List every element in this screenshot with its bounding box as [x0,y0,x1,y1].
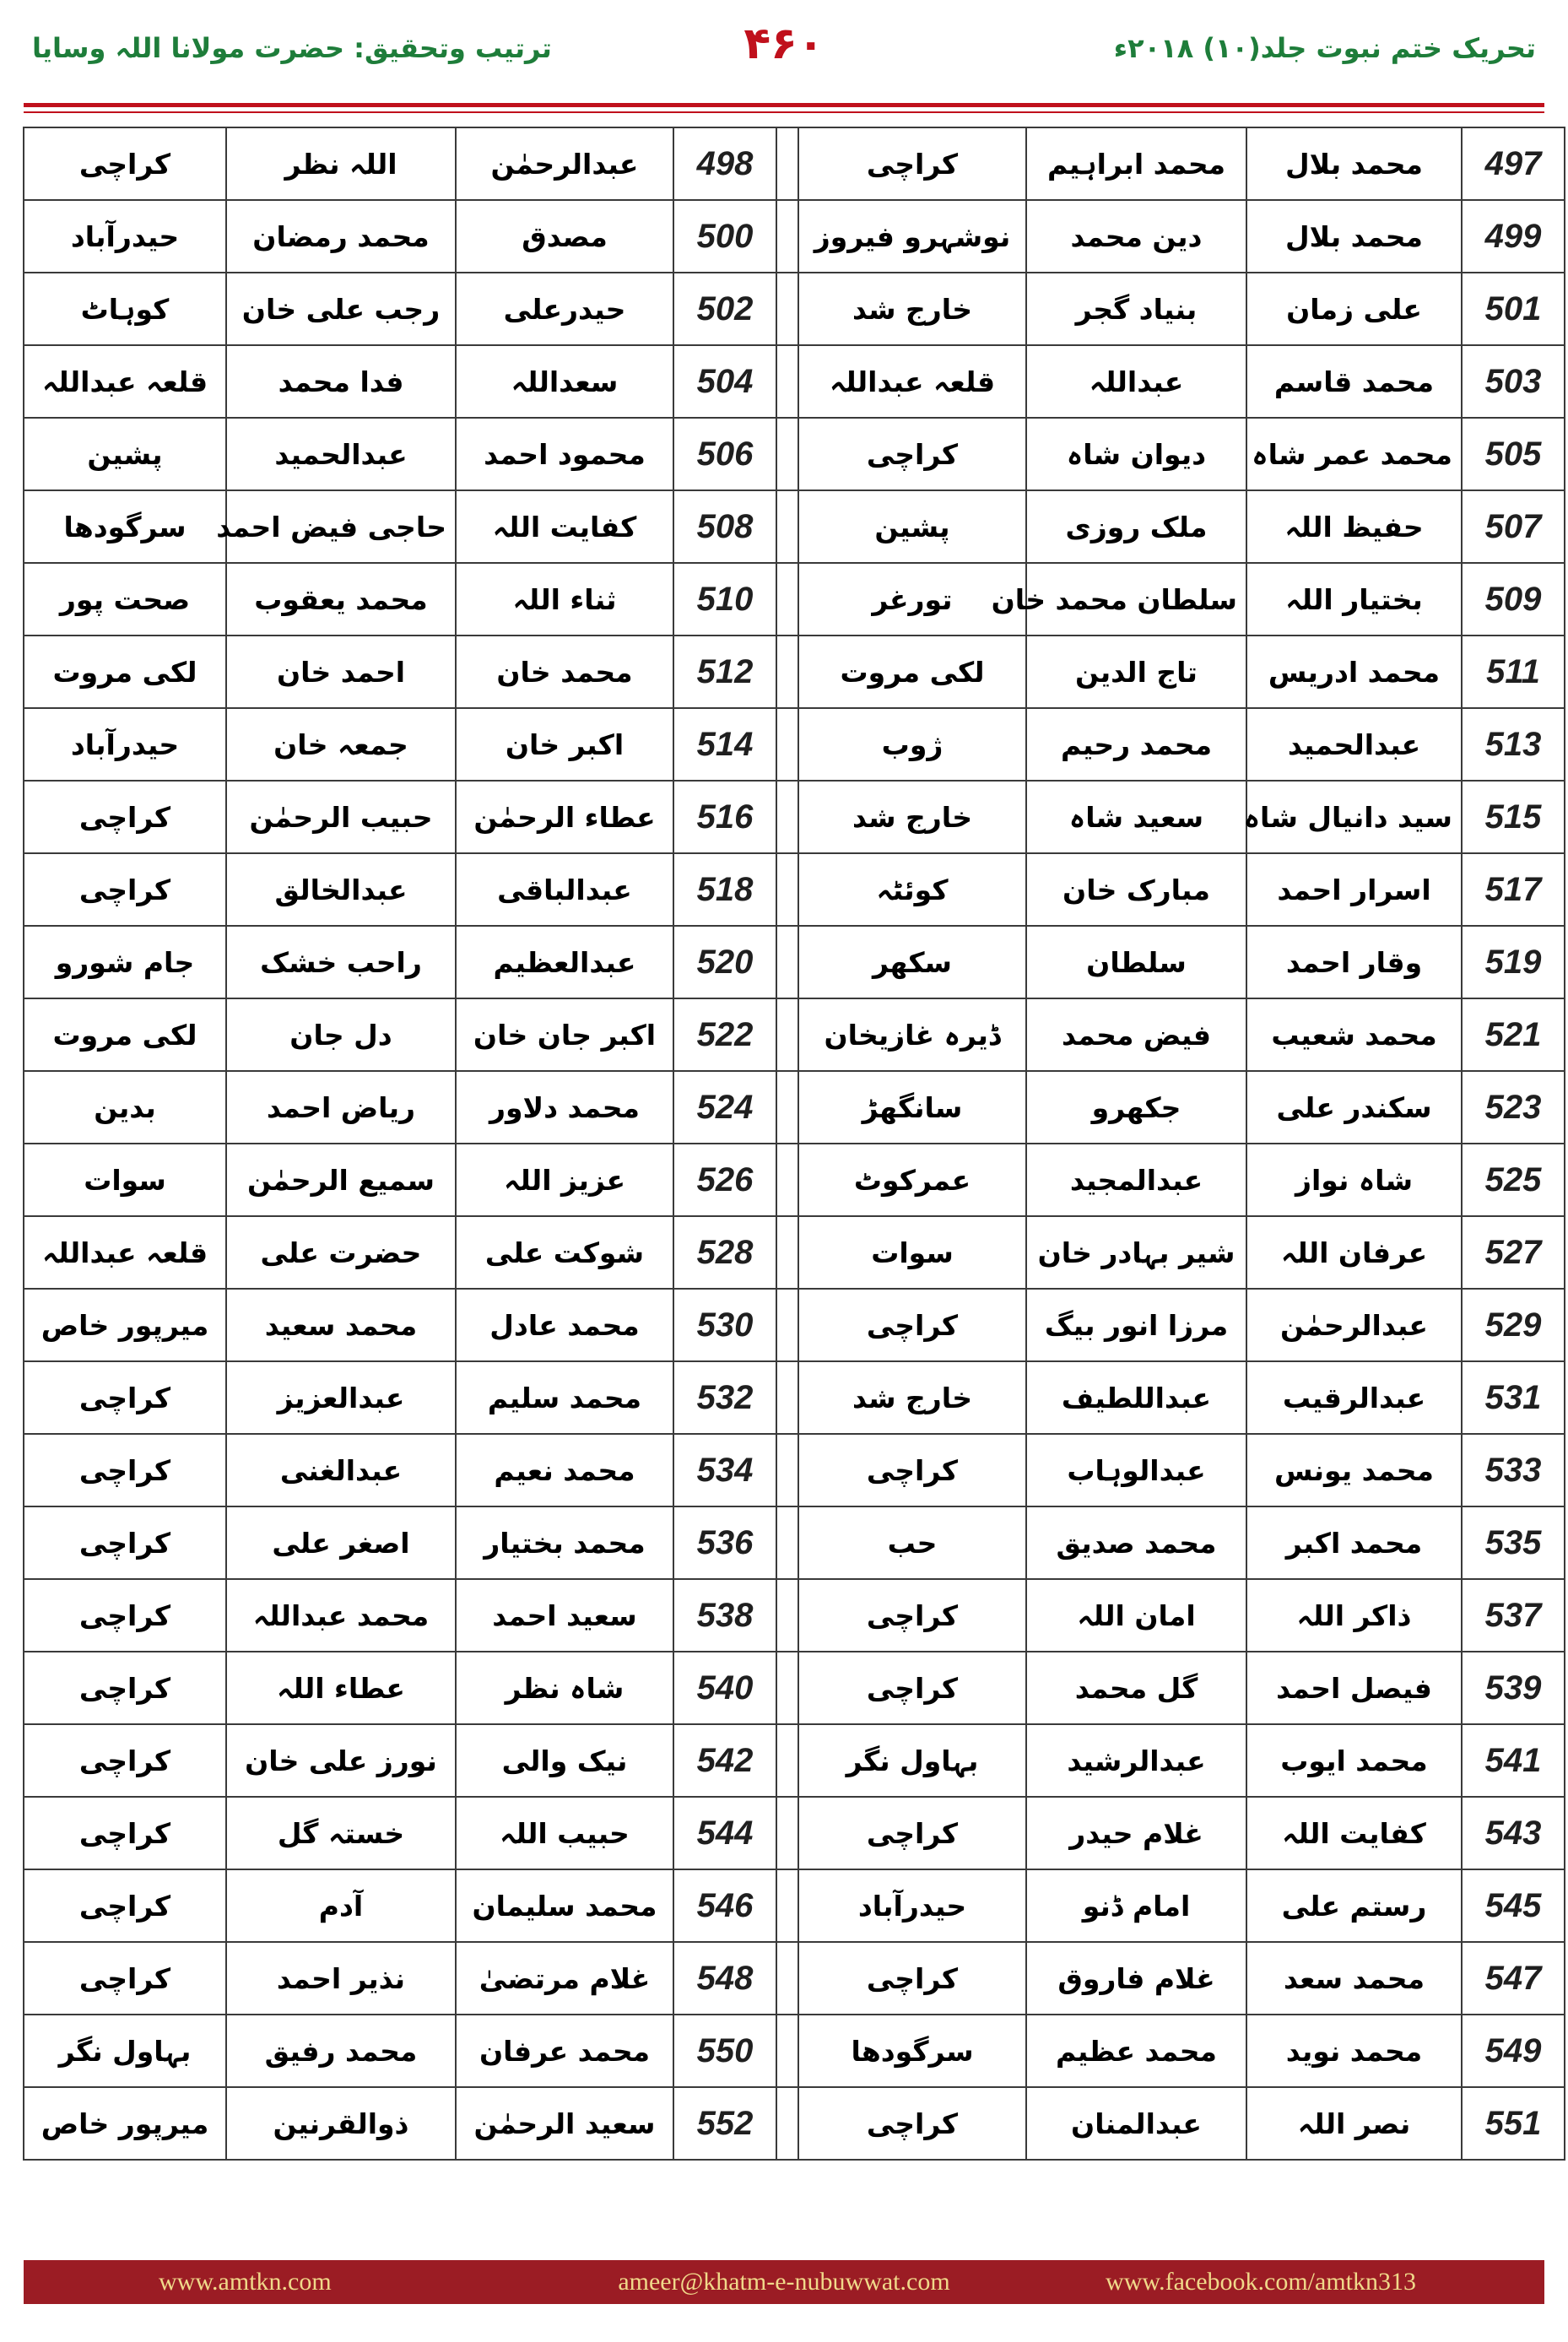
father-name-cell: عبدالخالق [226,853,456,926]
father-name-cell: بنیاد گجر [1026,273,1246,345]
name-cell: محمود احمد [456,418,673,490]
table-row [24,1216,1565,1289]
father-name-cell: حضرت علی [226,1216,456,1289]
website-link[interactable]: www.amtkn.com [159,2268,332,2296]
father-name-cell: محمد رمضان [226,200,456,273]
serial-number-cell: 531 [1462,1361,1565,1434]
city-cell: لکی مروت [798,636,1026,708]
column-gap [776,1144,798,1216]
serial-number-cell: 511 [1462,636,1565,708]
serial-number-cell: 503 [1462,345,1565,418]
table-row [24,926,1565,998]
name-cell: محمد بلال [1246,127,1462,200]
city-cell: تورغر [798,563,1026,636]
name-cell: محمد عمر شاہ [1246,418,1462,490]
serial-number-cell: 540 [673,1652,776,1724]
name-cell: عبدالرحمٰن [456,127,673,200]
book-title: تحریک ختم نبوت جلد(۱۰) ۲۰۱۸ء [1113,32,1536,64]
name-cell: سعید الرحمٰن [456,2087,673,2160]
serial-number-cell: 517 [1462,853,1565,926]
city-cell: کراچی [798,1797,1026,1869]
serial-number-cell: 525 [1462,1144,1565,1216]
city-cell: کراچی [24,1942,226,2015]
name-cell: عبدالرحمٰن [1246,1289,1462,1361]
father-name-cell: ریاض احمد [226,1071,456,1144]
facebook-link[interactable]: www.facebook.com/amtkn313 [1106,2268,1416,2296]
name-cell: نصر اللہ [1246,2087,1462,2160]
name-cell: محمد سعد [1246,1942,1462,2015]
name-cell: سید دانیال شاہ [1246,781,1462,853]
city-cell: میرپور خاص [24,2087,226,2160]
serial-number-cell: 544 [673,1797,776,1869]
table-row [24,1797,1565,1869]
serial-number-cell: 538 [673,1579,776,1652]
name-cell: مصدق [456,200,673,273]
table-row [24,781,1565,853]
serial-number-cell: 532 [673,1361,776,1434]
city-cell: خارج شد [798,1361,1026,1434]
father-name-cell: تاج الدین [1026,636,1246,708]
father-name-cell: عبداللہ [1026,345,1246,418]
city-cell: کراچی [24,127,226,200]
city-cell: حیدرآباد [24,708,226,781]
column-gap [776,490,798,563]
serial-number-cell: 549 [1462,2015,1565,2087]
father-name-cell: آدم [226,1869,456,1942]
serial-number-cell: 501 [1462,273,1565,345]
table-row [24,1652,1565,1724]
table-row [24,998,1565,1071]
city-cell: قلعہ عبداللہ [24,1216,226,1289]
column-gap [776,1797,798,1869]
serial-number-cell: 521 [1462,998,1565,1071]
name-cell: محمد خان [456,636,673,708]
father-name-cell: دل جان [226,998,456,1071]
father-name-cell: دیوان شاہ [1026,418,1246,490]
city-cell: قلعہ عبداللہ [24,345,226,418]
father-name-cell: نذیر احمد [226,1942,456,2015]
father-name-cell: عبدالمنان [1026,2087,1246,2160]
serial-number-cell: 520 [673,926,776,998]
name-cell: شاہ نواز [1246,1144,1462,1216]
column-gap [776,2087,798,2160]
name-cell: شوکت علی [456,1216,673,1289]
father-name-cell: عبدالعزیز [226,1361,456,1434]
page-number: ۴۶۰ [743,19,825,69]
father-name-cell: ذوالقرنین [226,2087,456,2160]
city-cell: کراچی [24,1724,226,1797]
father-name-cell: فیض محمد [1026,998,1246,1071]
serial-number-cell: 551 [1462,2087,1565,2160]
table-row [24,1579,1565,1652]
column-gap [776,127,798,200]
serial-number-cell: 526 [673,1144,776,1216]
name-cell: محمد ایوب [1246,1724,1462,1797]
city-cell: کراچی [24,781,226,853]
city-cell: بہاول نگر [798,1724,1026,1797]
city-cell: کوئٹہ [798,853,1026,926]
father-name-cell: محمد ابراہیم [1026,127,1246,200]
table-row [24,418,1565,490]
table-row [24,563,1565,636]
city-cell: کراچی [798,1434,1026,1506]
column-gap [776,853,798,926]
city-cell: کراچی [798,1652,1026,1724]
name-cell: عطاء الرحمٰن [456,781,673,853]
father-name-cell: محمد سعید [226,1289,456,1361]
column-gap [776,1071,798,1144]
serial-number-cell: 509 [1462,563,1565,636]
serial-number-cell: 522 [673,998,776,1071]
serial-number-cell: 508 [673,490,776,563]
city-cell: نوشہرو فیروز [798,200,1026,273]
father-name-cell: ملک روزی [1026,490,1246,563]
serial-number-cell: 533 [1462,1434,1565,1506]
name-cell: کفایت اللہ [456,490,673,563]
table-row [24,200,1565,273]
name-cell: عبدالحمید [1246,708,1462,781]
father-name-cell: سلطان [1026,926,1246,998]
table-row [24,490,1565,563]
father-name-cell: عبدالوہاب [1026,1434,1246,1506]
name-cell: محمد اکبر [1246,1506,1462,1579]
compiler-credit: ترتیب وتحقیق: حضرت مولانا اللہ وسایا [32,32,552,64]
table-row [24,1724,1565,1797]
serial-number-cell: 539 [1462,1652,1565,1724]
name-cell: محمد قاسم [1246,345,1462,418]
name-cell: حبیب اللہ [456,1797,673,1869]
table-row [24,1289,1565,1361]
column-gap [776,1289,798,1361]
column-gap [776,345,798,418]
column-gap [776,1724,798,1797]
table-row [24,127,1565,200]
serial-number-cell: 534 [673,1434,776,1506]
table-row [24,1506,1565,1579]
city-cell: خارج شد [798,273,1026,345]
table-row [24,345,1565,418]
father-name-cell: محمد رفیق [226,2015,456,2087]
serial-number-cell: 504 [673,345,776,418]
city-cell: ڈیرہ غازیخان [798,998,1026,1071]
father-name-cell: اصغر علی [226,1506,456,1579]
serial-number-cell: 545 [1462,1869,1565,1942]
table-row [24,273,1565,345]
name-cell: علی زمان [1246,273,1462,345]
serial-number-cell: 528 [673,1216,776,1289]
serial-number-cell: 552 [673,2087,776,2160]
city-cell: حیدرآباد [798,1869,1026,1942]
city-cell: حیدرآباد [24,200,226,273]
table-row [24,1071,1565,1144]
serial-number-cell: 546 [673,1869,776,1942]
father-name-cell: عبدالغنی [226,1434,456,1506]
father-name-cell: رجب علی خان [226,273,456,345]
serial-number-cell: 541 [1462,1724,1565,1797]
serial-number-cell: 527 [1462,1216,1565,1289]
city-cell: ژوب [798,708,1026,781]
column-gap [776,1942,798,2015]
father-name-cell: مبارک خان [1026,853,1246,926]
name-cell: سعداللہ [456,345,673,418]
city-cell: پشین [24,418,226,490]
table-row [24,708,1565,781]
city-cell: سانگھڑ [798,1071,1026,1144]
name-cell: محمد بلال [1246,200,1462,273]
table-row [24,853,1565,926]
serial-number-cell: 502 [673,273,776,345]
father-name-cell: راحب خشک [226,926,456,998]
father-name-cell: امان اللہ [1026,1579,1246,1652]
father-name-cell: محمد عبداللہ [226,1579,456,1652]
name-cell: عبدالرقیب [1246,1361,1462,1434]
name-cell: محمد نوید [1246,2015,1462,2087]
table-row [24,636,1565,708]
city-cell: لکی مروت [24,998,226,1071]
column-gap [776,781,798,853]
column-gap [776,1361,798,1434]
father-name-cell: مرزا انور بیگ [1026,1289,1246,1361]
name-cell: حفیظ اللہ [1246,490,1462,563]
serial-number-cell: 523 [1462,1071,1565,1144]
father-name-cell: جکھرو [1026,1071,1246,1144]
name-cell: شاہ نظر [456,1652,673,1724]
father-name-cell: فدا محمد [226,345,456,418]
column-gap [776,1579,798,1652]
city-cell: کراچی [24,1797,226,1869]
column-gap [776,708,798,781]
city-cell: بہاول نگر [24,2015,226,2087]
table-row [24,2015,1565,2087]
column-gap [776,1434,798,1506]
city-cell: سکھر [798,926,1026,998]
city-cell: جام شورو [24,926,226,998]
city-cell: کراچی [24,1579,226,1652]
name-cell: محمد عادل [456,1289,673,1361]
serial-number-cell: 498 [673,127,776,200]
father-name-cell: شیر بہادر خان [1026,1216,1246,1289]
city-cell: حب [798,1506,1026,1579]
name-cell: محمد یونس [1246,1434,1462,1506]
serial-number-cell: 530 [673,1289,776,1361]
name-cell: وقار احمد [1246,926,1462,998]
name-cell: اکبر خان [456,708,673,781]
city-cell: قلعہ عبداللہ [798,345,1026,418]
father-name-cell: محمد صدیق [1026,1506,1246,1579]
city-cell: سوات [24,1144,226,1216]
serial-number-cell: 514 [673,708,776,781]
name-cell: سکندر علی [1246,1071,1462,1144]
serial-number-cell: 537 [1462,1579,1565,1652]
column-gap [776,636,798,708]
serial-number-cell: 497 [1462,127,1565,200]
serial-number-cell: 529 [1462,1289,1565,1361]
city-cell: کراچی [24,1361,226,1434]
father-name-cell: حاجی فیض احمد [226,490,456,563]
serial-number-cell: 516 [673,781,776,853]
father-name-cell: محمد عظیم [1026,2015,1246,2087]
city-cell: کراچی [798,127,1026,200]
city-cell: سرگودھا [798,2015,1026,2087]
serial-number-cell: 543 [1462,1797,1565,1869]
column-gap [776,926,798,998]
father-name-cell: عبداللطیف [1026,1361,1246,1434]
name-cell: عرفان اللہ [1246,1216,1462,1289]
table-row [24,1869,1565,1942]
table-row [24,2087,1565,2160]
table-row [24,1942,1565,2015]
header-rule [24,103,1544,107]
father-name-cell: اللہ نظر [226,127,456,200]
city-cell: سرگودھا [24,490,226,563]
city-cell: پشین [798,490,1026,563]
city-cell: بدین [24,1071,226,1144]
city-cell: کراچی [798,1942,1026,2015]
father-name-cell: نورز علی خان [226,1724,456,1797]
email-link[interactable]: ameer@khatm-e-nubuwwat.com [618,2268,950,2296]
name-cell: ذاکر اللہ [1246,1579,1462,1652]
father-name-cell: جمعہ خان [226,708,456,781]
column-gap [776,1652,798,1724]
name-cell: بختیار اللہ [1246,563,1462,636]
name-cell: فیصل احمد [1246,1652,1462,1724]
city-cell: کراچی [24,1434,226,1506]
name-cell: محمد عرفان [456,2015,673,2087]
column-gap [776,200,798,273]
serial-number-cell: 519 [1462,926,1565,998]
column-gap [776,563,798,636]
father-name-cell: خستہ گل [226,1797,456,1869]
serial-number-cell: 547 [1462,1942,1565,2015]
city-cell: سوات [798,1216,1026,1289]
father-name-cell: گل محمد [1026,1652,1246,1724]
name-cell: کفایت اللہ [1246,1797,1462,1869]
table-row [24,1361,1565,1434]
column-gap [776,998,798,1071]
city-cell: کراچی [798,1579,1026,1652]
serial-number-cell: 542 [673,1724,776,1797]
name-cell: سعید احمد [456,1579,673,1652]
city-cell: کراچی [24,853,226,926]
city-cell: صحت پور [24,563,226,636]
father-name-cell: احمد خان [226,636,456,708]
father-name-cell: حبیب الرحمٰن [226,781,456,853]
city-cell: خارج شد [798,781,1026,853]
city-cell: میرپور خاص [24,1289,226,1361]
name-cell: محمد سلیمان [456,1869,673,1942]
column-gap [776,1869,798,1942]
serial-number-cell: 513 [1462,708,1565,781]
serial-number-cell: 536 [673,1506,776,1579]
name-cell: محمد سلیم [456,1361,673,1434]
serial-number-cell: 535 [1462,1506,1565,1579]
name-cell: ثناء اللہ [456,563,673,636]
page-header [0,0,1568,101]
serial-number-cell: 515 [1462,781,1565,853]
name-cell: محمد نعیم [456,1434,673,1506]
serial-number-cell: 499 [1462,200,1565,273]
father-name-cell: دین محمد [1026,200,1246,273]
names-table [23,127,1565,2161]
father-name-cell: امام ڈنو [1026,1869,1246,1942]
father-name-cell: سلطان محمد خان [1026,563,1246,636]
name-cell: حیدرعلی [456,273,673,345]
father-name-cell: عطاء اللہ [226,1652,456,1724]
serial-number-cell: 507 [1462,490,1565,563]
name-cell: عبدالعظیم [456,926,673,998]
father-name-cell: سمیع الرحمٰن [226,1144,456,1216]
father-name-cell: عبدالرشید [1026,1724,1246,1797]
father-name-cell: عبدالحمید [226,418,456,490]
name-cell: اسرار احمد [1246,853,1462,926]
serial-number-cell: 506 [673,418,776,490]
father-name-cell: محمد یعقوب [226,563,456,636]
city-cell: کراچی [798,2087,1026,2160]
city-cell: کراچی [24,1869,226,1942]
column-gap [776,1506,798,1579]
father-name-cell: محمد رحیم [1026,708,1246,781]
father-name-cell: غلام فاروق [1026,1942,1246,2015]
serial-number-cell: 548 [673,1942,776,2015]
header-rule-thin [24,111,1544,113]
column-gap [776,418,798,490]
name-cell: محمد دلاور [456,1071,673,1144]
name-cell: محمد ادریس [1246,636,1462,708]
city-cell: لکی مروت [24,636,226,708]
serial-number-cell: 500 [673,200,776,273]
city-cell: عمرکوٹ [798,1144,1026,1216]
name-cell: رستم علی [1246,1869,1462,1942]
city-cell: کراچی [24,1652,226,1724]
table-row [24,1434,1565,1506]
city-cell: کراچی [798,1289,1026,1361]
serial-number-cell: 505 [1462,418,1565,490]
name-cell: عبدالباقی [456,853,673,926]
city-cell: کراچی [24,1506,226,1579]
serial-number-cell: 518 [673,853,776,926]
serial-number-cell: 512 [673,636,776,708]
father-name-cell: سعید شاہ [1026,781,1246,853]
column-gap [776,273,798,345]
table-row [24,1144,1565,1216]
name-cell: اکبر جان خان [456,998,673,1071]
name-cell: نیک والی [456,1724,673,1797]
page-footer [24,2260,1544,2304]
name-cell: محمد بختیار [456,1506,673,1579]
serial-number-cell: 510 [673,563,776,636]
name-cell: غلام مرتضیٰ [456,1942,673,2015]
father-name-cell: غلام حیدر [1026,1797,1246,1869]
city-cell: کراچی [798,418,1026,490]
father-name-cell: عبدالمجید [1026,1144,1246,1216]
name-cell: محمد شعیب [1246,998,1462,1071]
column-gap [776,2015,798,2087]
serial-number-cell: 524 [673,1071,776,1144]
column-gap [776,1216,798,1289]
serial-number-cell: 550 [673,2015,776,2087]
city-cell: کوہاٹ [24,273,226,345]
name-cell: عزیز اللہ [456,1144,673,1216]
